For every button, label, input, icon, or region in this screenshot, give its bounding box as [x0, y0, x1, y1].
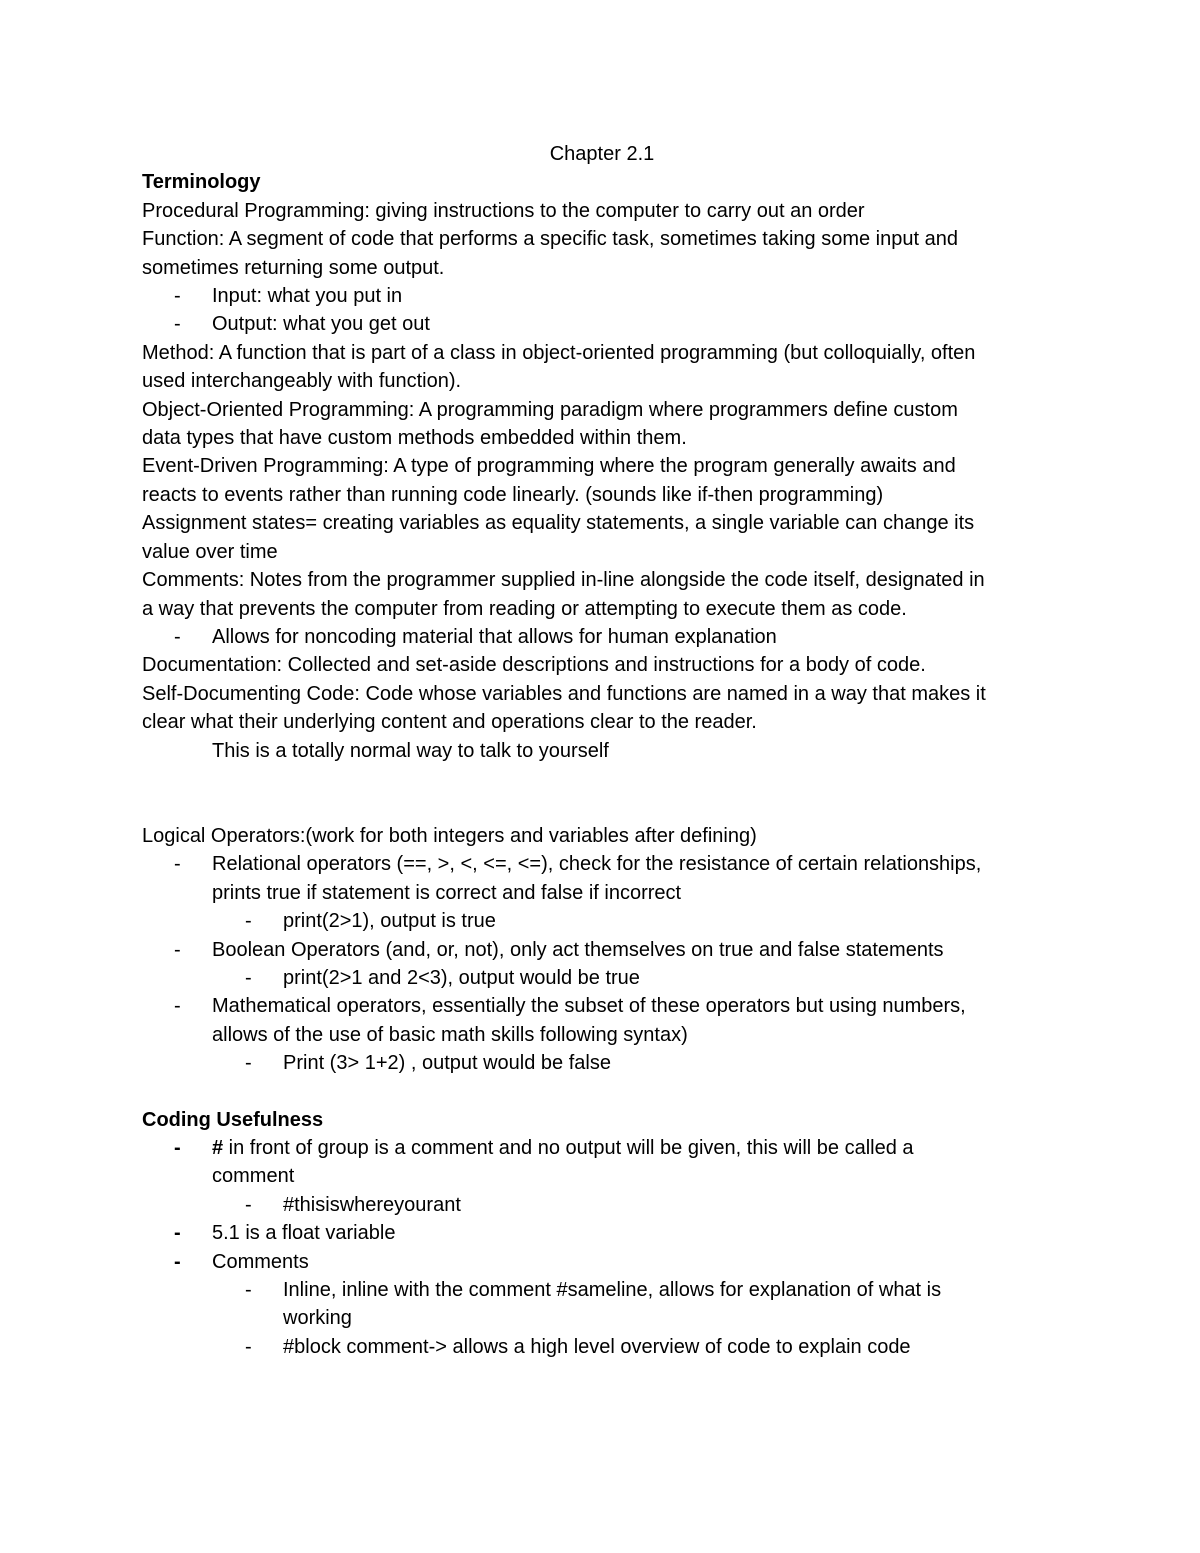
- list-item-float: [142, 1219, 1062, 1247]
- assignment-definition-line-1: Assignment states= creating variables as equality statements, a single variable can change its: [142, 512, 975, 535]
- list-item-text: Allows for noncoding material that allows for human explanation: [212, 625, 777, 648]
- bullet-dash: -: [245, 966, 252, 989]
- oop-definition-line-2: data types that have custom methods embedded within them.: [142, 427, 687, 450]
- list-item-inline: [142, 1276, 1062, 1304]
- list-item-relational-example: [142, 907, 1062, 935]
- list-item-boolean: [142, 936, 1062, 964]
- list-item-text: allows of the use of basic math skills following syntax): [212, 1023, 688, 1046]
- list-item-relational-cont: [142, 879, 1062, 907]
- function-definition-line-2: sometimes returning some output.: [142, 256, 445, 279]
- bullet-dash: -: [174, 313, 181, 336]
- bullet-dash: -: [245, 1279, 252, 1302]
- list-item-text: Comments: [212, 1250, 309, 1273]
- spacer: [142, 1078, 1062, 1106]
- list-item-block: [142, 1333, 1062, 1361]
- bullet-dash: -: [174, 1222, 181, 1245]
- assignment-definition-line-2: value over time: [142, 540, 278, 563]
- list-item-hash-cont: [142, 1162, 1062, 1190]
- method-definition-line-1: Method: A function that is part of a class in object-oriented programming (but colloquially, often: [142, 341, 976, 364]
- list-item-text: Inline, inline with the comment #sameline, allows for explanation of what is: [283, 1279, 942, 1302]
- list-item-text: print(2>1 and 2<3), output would be true: [283, 966, 640, 989]
- list-item-text: Output: what you get out: [212, 313, 430, 336]
- list-item-comments-types: [142, 1248, 1062, 1276]
- list-item-hash: [142, 1134, 1062, 1162]
- logical-operators-intro: Logical Operators:(work for both integers and variables after defining): [142, 824, 757, 847]
- list-item-input: [142, 282, 1062, 310]
- page-title: Chapter 2.1: [549, 143, 655, 165]
- list-item-hash-example: [142, 1191, 1062, 1219]
- bullet-dash: -: [174, 625, 181, 648]
- procedural-definition: Procedural Programming: giving instructions to the computer to carry out an order: [142, 199, 865, 222]
- list-item-comments: [142, 623, 1062, 651]
- comments-definition-line-2: a way that prevents the computer from reading or attempting to execute them as code.: [142, 597, 907, 620]
- list-item-text: working: [283, 1307, 352, 1330]
- list-item-text: print(2>1), output is true: [283, 910, 496, 933]
- list-item-text: Relational operators (==, >, <, <=, <=), check for the resistance of certain relationships,: [212, 853, 982, 876]
- list-item-mathematical-cont: [142, 1021, 1062, 1049]
- event-definition-line-1: Event-Driven Programming: A type of programming where the program generally awaits and: [142, 455, 956, 478]
- bullet-dash: -: [174, 1250, 181, 1273]
- spacer: [142, 765, 1062, 822]
- selfdoc-definition-line-2: clear what their underlying content and operations clear to the reader.: [142, 711, 757, 734]
- list-item-boolean-example: [142, 964, 1062, 992]
- bullet-dash: -: [174, 285, 181, 308]
- document-body: [142, 140, 1062, 1361]
- bullet-dash: -: [174, 995, 181, 1018]
- bullet-dash: -: [245, 1052, 252, 1075]
- selfdoc-note: This is a totally normal way to talk to yourself: [212, 739, 609, 762]
- method-definition-line-2: used interchangeably with function).: [142, 370, 462, 393]
- list-item-text: Boolean Operators (and, or, not), only act themselves on true and false statements: [212, 938, 944, 961]
- bullet-dash: -: [245, 1193, 252, 1216]
- coding-usefulness-heading: Coding Usefulness: [142, 1108, 324, 1131]
- list-item-text: Input: what you put in: [212, 285, 403, 308]
- list-item-output: [142, 310, 1062, 338]
- list-item-text: in front of group is a comment and no output will be given, this will be called a: [223, 1137, 914, 1159]
- list-item-relational: [142, 850, 1062, 878]
- bullet-dash: -: [174, 938, 181, 961]
- list-item-mathematical-example: [142, 1049, 1062, 1077]
- list-item-text: Print (3> 1+2) , output would be false: [283, 1052, 611, 1075]
- list-item-text: Mathematical operators, essentially the subset of these operators but using numbers,: [212, 995, 966, 1018]
- list-item-inline-cont: [142, 1304, 1062, 1332]
- bullet-dash: -: [174, 853, 181, 876]
- comments-definition-line-1: Comments: Notes from the programmer supplied in-line alongside the code itself, designated in: [142, 569, 985, 592]
- list-item-mathematical: [142, 992, 1062, 1020]
- list-item-text: comment: [212, 1165, 295, 1188]
- event-definition-line-2: reacts to events rather than running code linearly. (sounds like if-then programming): [142, 483, 884, 506]
- bullet-dash: -: [245, 910, 252, 933]
- documentation-definition: Documentation: Collected and set-aside descriptions and instructions for a body of code.: [142, 654, 926, 677]
- selfdoc-definition-line-1: Self-Documenting Code: Code whose variables and functions are named in a way that makes it: [142, 682, 986, 705]
- bullet-dash: -: [174, 1137, 181, 1159]
- list-item-text: 5.1 is a float variable: [212, 1222, 396, 1245]
- list-item-text: #thisiswhereyourant: [283, 1193, 461, 1216]
- list-item-text: prints true if statement is correct and false if incorrect: [212, 881, 682, 904]
- terminology-heading: Terminology: [142, 171, 261, 194]
- function-definition-line-1: Function: A segment of code that performs a specific task, sometimes taking some input and: [142, 228, 958, 251]
- list-item-text: #block comment-> allows a high level overview of code to explain code: [283, 1335, 911, 1358]
- bullet-dash: -: [245, 1335, 252, 1358]
- oop-definition-line-1: Object-Oriented Programming: A programming paradigm where programmers define custom: [142, 398, 958, 421]
- hash-symbol: #: [212, 1137, 224, 1159]
